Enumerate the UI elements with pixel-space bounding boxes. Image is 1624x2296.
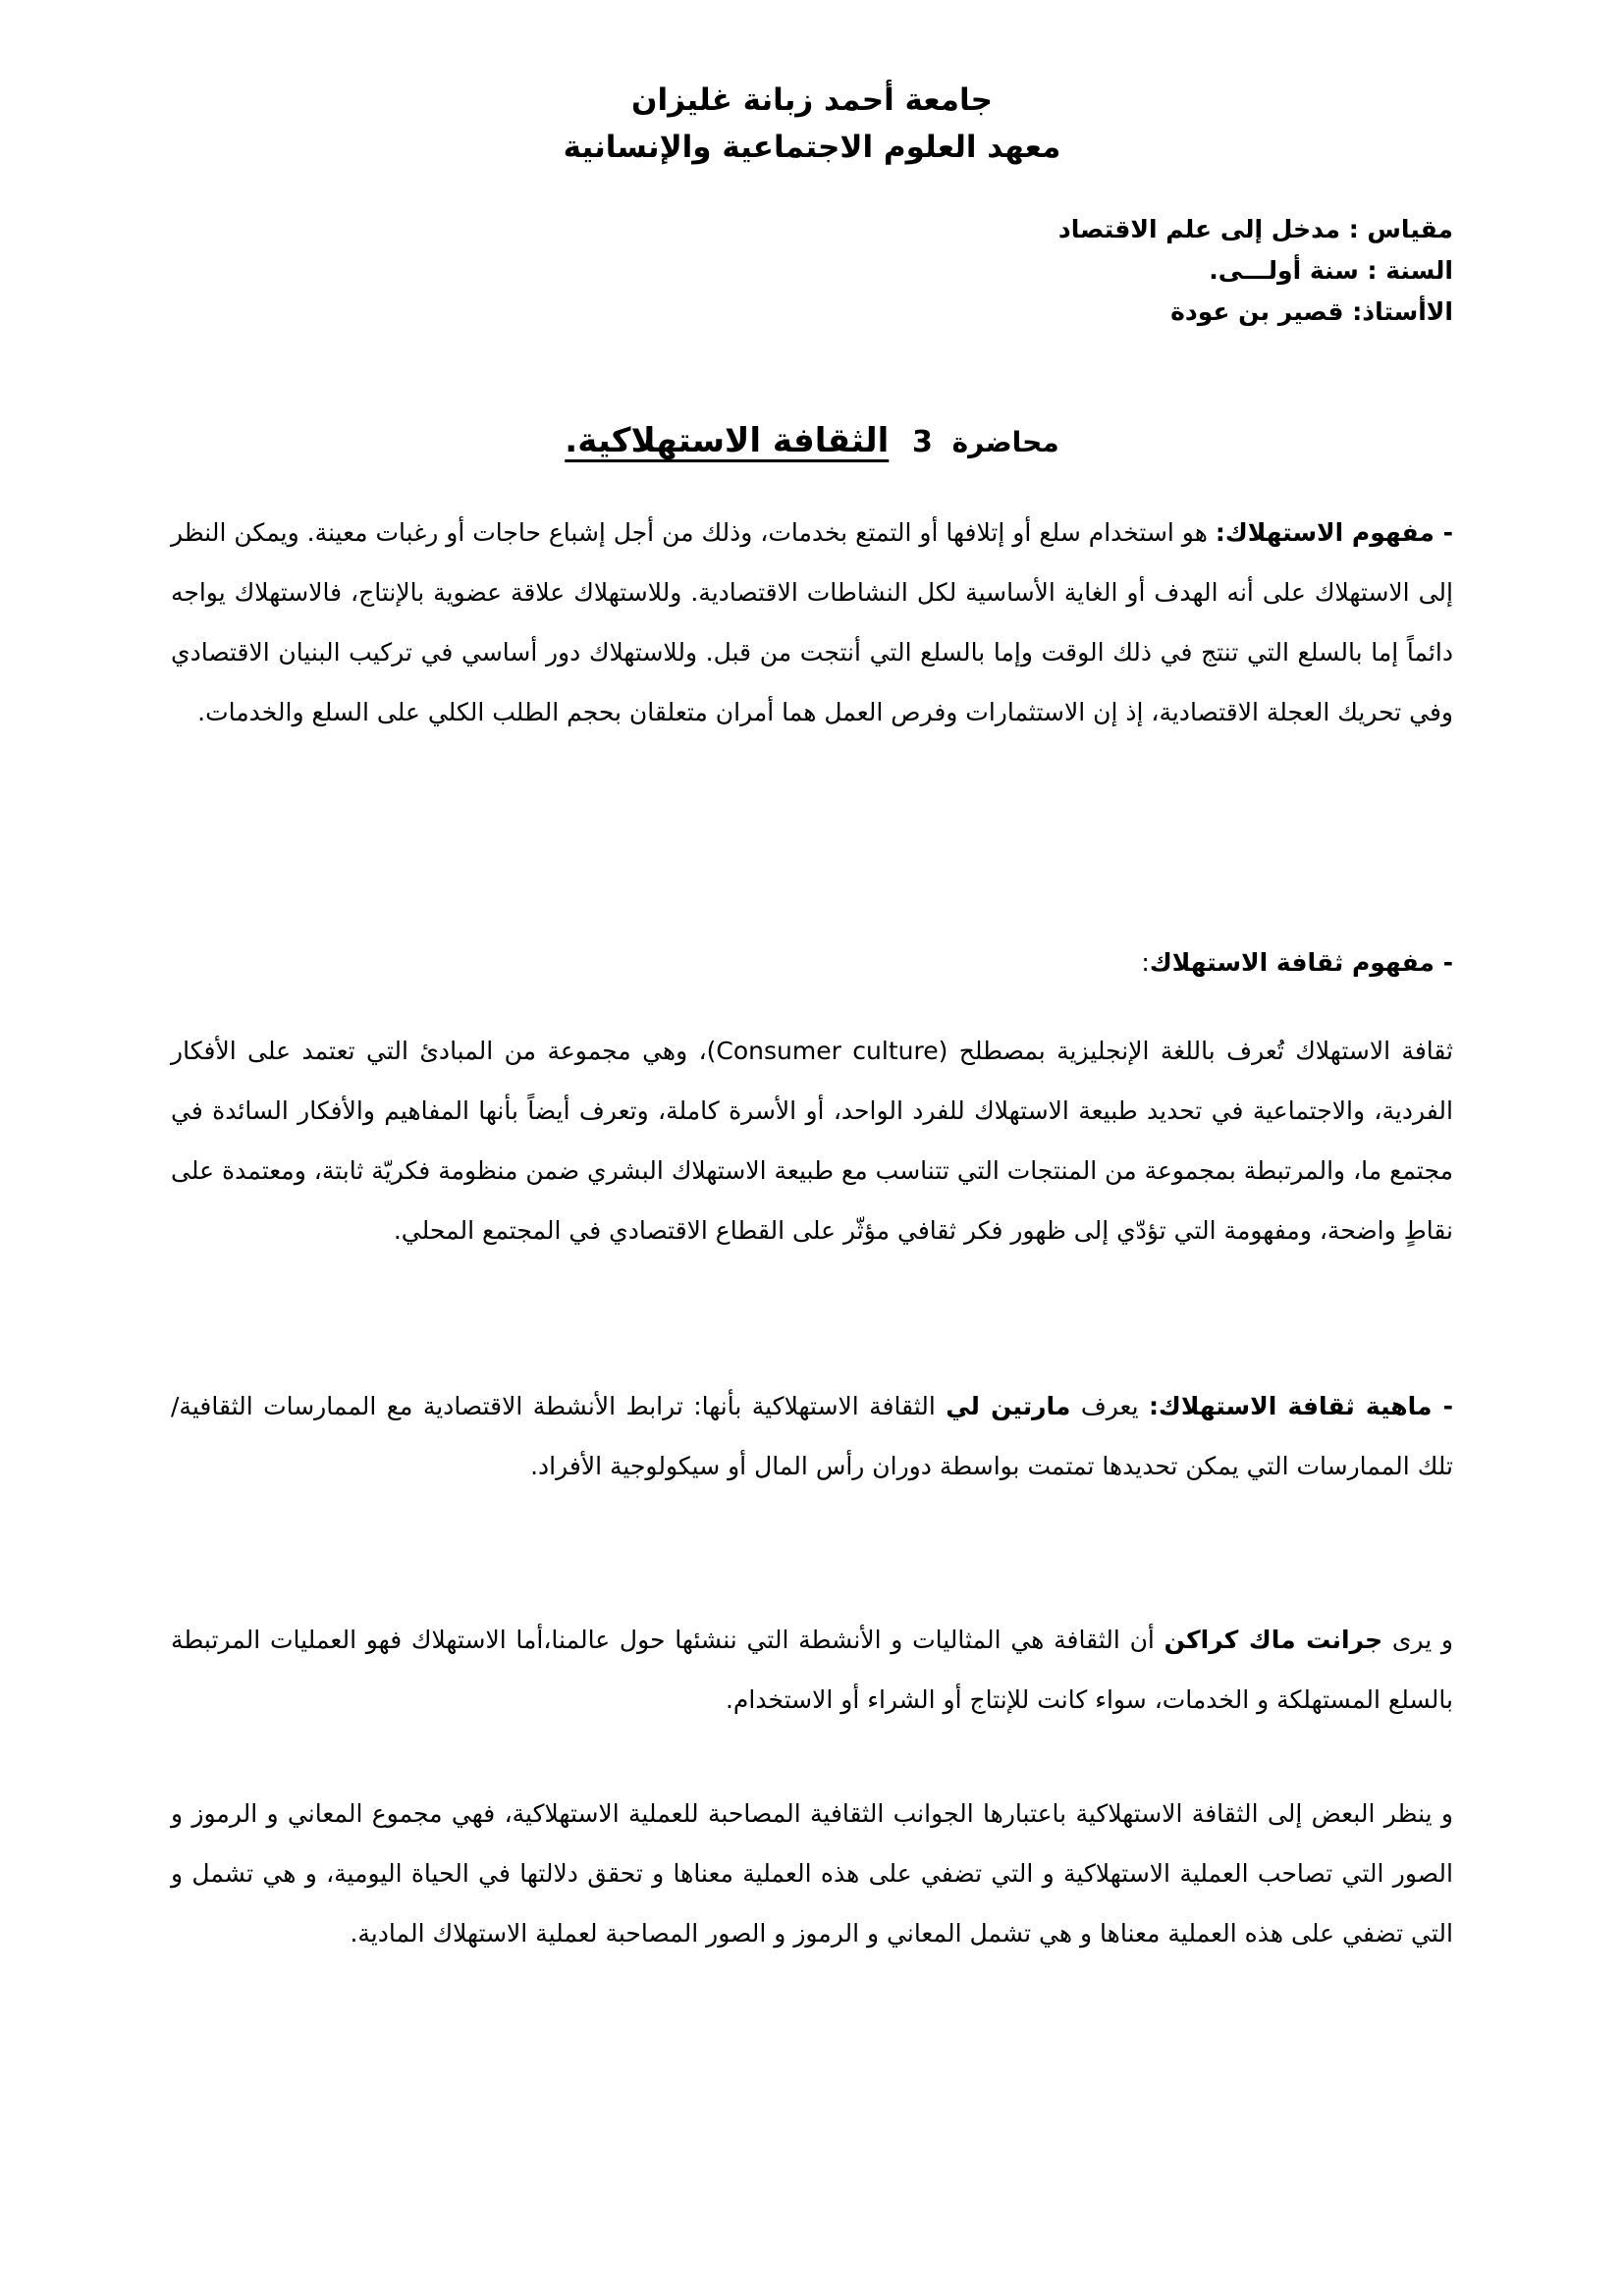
heading-suffix: : bbox=[1141, 948, 1150, 977]
section-heading: - مفهوم الاستهلاك: bbox=[1215, 518, 1453, 547]
section-mccracken bbox=[171, 1610, 1453, 1730]
section-cultural-aspects bbox=[171, 1784, 1453, 1963]
section-text: الثقافة الاستهلاكية بأنها: ترابط الأنشطة الاقتصادية مع الممارسات الثقافية/ تلك الممارسات التي يمكن تحديدها تمتمت بواسطة دوران رأس المال أو سيكولوجية الأفراد. bbox=[171, 1392, 1453, 1480]
section-text: أن الثقافة هي المثاليات و الأنشطة التي ننشئها حول عالمنا،أما الاستهلاك فهو العمليات المرتبطة بالسلع المستهلكة و الخدمات، سواء كانت للإنتاج أو الشراء أو الاستخدام. bbox=[171, 1626, 1453, 1714]
section-text: )، وهي مجموعة من المبادئ التي تعتمد على الأفكار الفردية، والاجتماعية في تحديد طبيعة الاستهلاك للفرد الواحد، أو الأسرة كاملة، وتعرف أيضاً بأنها المفاهيم والأفكار السائدة في مجتمع ما، والمرتبطة بمجموعة من المنتجات التي تتناسب مع طبيعة الاستهلاك البشري ضمن منظومة فكريّة ثابتة، ومعتمدة على نقاطٍ واضحة، ومفهومة التي تؤدّي إلى ظهور فكر ثقافي مؤثّر على القطاع الاقتصادي في المجتمع المحلي. bbox=[171, 1037, 1453, 1245]
lecture-topic: الثقافة الاستهلاكية. bbox=[565, 421, 890, 460]
course-year: السنة : سنة أولـــى. bbox=[1209, 256, 1453, 285]
section-consumer-culture-heading bbox=[171, 933, 1453, 992]
section-heading: - مفهوم ثقافة الاستهلاك bbox=[1149, 948, 1453, 977]
author-name: مارتين لي bbox=[946, 1392, 1071, 1420]
lecture-label: محاضرة bbox=[951, 426, 1059, 458]
section-heading: - ماهية ثقافة الاستهلاك: bbox=[1148, 1392, 1453, 1420]
section-consumption-concept bbox=[171, 503, 1453, 742]
lecture-number: 3 bbox=[912, 425, 933, 459]
course-subject: مقياس : مدخل إلى علم الاقتصاد bbox=[1057, 215, 1453, 243]
section-text: هو استخدام سلع أو إتلافها أو التمتع بخدمات، وذلك من أجل إشباع حاجات أو رغبات معينة. ويمكن النظر إلى الاستهلاك على أنه الهدف أو الغاية الأساسية لكل النشاطات الاقتصادية. وللاستهلاك علاقة عضوية بالإنتاج، فالاستهلاك يواجه دائماً إما بالسلع التي تنتج في ذلك الوقت وإما بالسلع التي أنتجت من قبل. وللاستهلاك دور أساسي في تركيب البنيان الاقتصادي وفي تحريك العجلة الاقتصادية، إذ إن الاستثمارات وفرص العمل هما أمران متعلقان بحجم الطلب الكلي على السلع والخدمات. bbox=[171, 518, 1453, 726]
section-consumer-culture-nature bbox=[171, 1376, 1453, 1496]
section-text: ثقافة الاستهلاك تُعرف باللغة الإنجليزية بمصطلح ( bbox=[938, 1037, 1453, 1065]
course-info bbox=[1058, 209, 1453, 333]
institute-name: معهد العلوم الاجتماعية والإنسانية bbox=[563, 130, 1061, 165]
university-name: جامعة أحمد زبانة غليزان bbox=[631, 82, 993, 118]
author-name: جرانت ماك كراكن bbox=[1164, 1626, 1383, 1654]
section-text: و يرى bbox=[1382, 1626, 1453, 1654]
section-consumer-culture bbox=[171, 1021, 1453, 1260]
university-header bbox=[0, 77, 1624, 171]
course-professor: الاأستاذ: قصير بن عودة bbox=[1170, 297, 1453, 326]
section-text: و ينظر البعض إلى الثقافة الاستهلاكية باعتبارها الجوانب الثقافية المصاحبة للعملية الاستهلاكية، فهي مجموع المعاني و الرموز و الصور التي تصاحب العملية الاستهلاكية و التي تضفي على هذه العملية معناها و تحقق دلالتها في الحياة اليومية، و هي تشمل و التي تضفي على هذه العملية معناها و هي تشمل المعاني و الرموز و الصور المصاحبة لعملية الاستهلاك المادية. bbox=[171, 1799, 1453, 1948]
section-text: يعرف bbox=[1070, 1392, 1149, 1420]
english-term: Consumer culture bbox=[716, 1037, 939, 1065]
lecture-title bbox=[0, 417, 1624, 466]
